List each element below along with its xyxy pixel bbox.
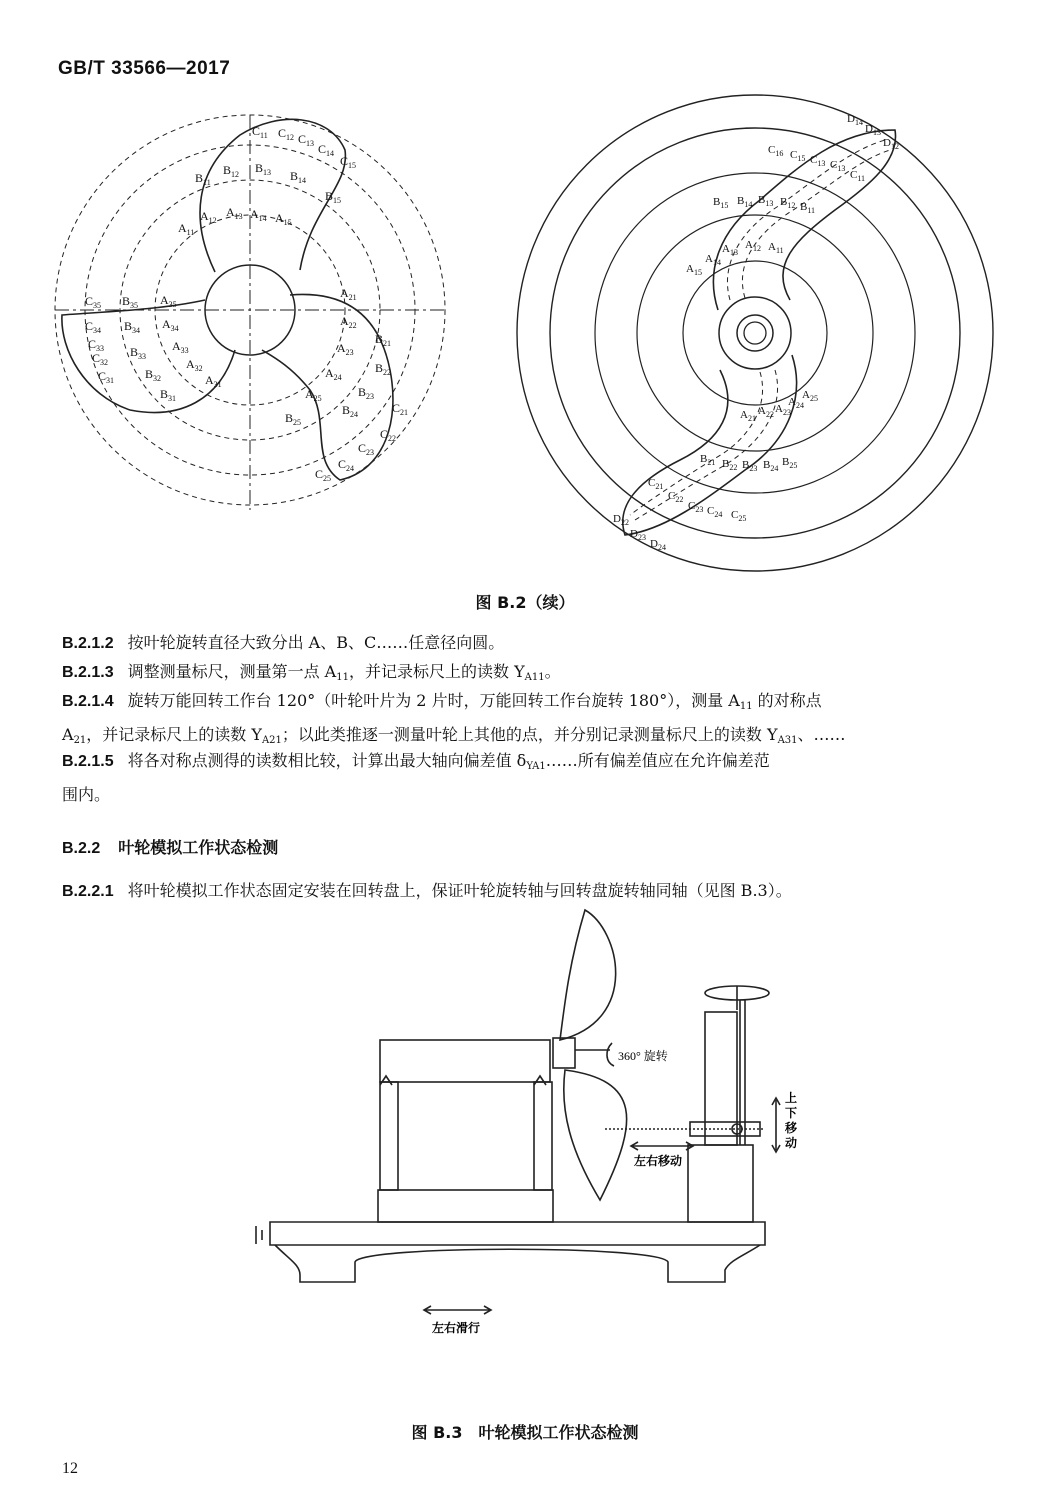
point-label-b33: $B_{33}$ — [130, 345, 147, 361]
point-label-b24: $B_{24}$ — [342, 403, 359, 419]
vertical-label-2: 下 — [785, 1106, 798, 1120]
clause-text: 将叶轮模拟工作状态固定安装在回转盘上，保证叶轮旋转轴与回转盘旋转轴同轴（见图 B.3）。 — [127, 881, 792, 900]
point-label-d22: $D_{22}$ — [613, 513, 629, 527]
right-propeller-drawing — [517, 95, 993, 571]
point-label-b14: $B_{14}$ — [290, 169, 307, 185]
paragraph-b2-1-4 — [62, 690, 992, 752]
point-label-c13: $C_{13}$ — [830, 159, 846, 173]
point-label-b34: $B_{34}$ — [124, 319, 141, 335]
point-label-c16: $C_{16}$ — [768, 144, 784, 158]
point-label-b15: $B_{15}$ — [325, 189, 342, 205]
point-label-a23: $A_{23}$ — [775, 403, 791, 417]
clause-text: A — [62, 725, 74, 744]
vertical-label-4: 动 — [785, 1136, 798, 1150]
point-label-a22: $A_{22}$ — [758, 405, 774, 419]
point-label-a25: $A_{25}$ — [305, 387, 322, 403]
point-label-c14: $C_{14}$ — [318, 142, 335, 158]
point-label-a22: $A_{22}$ — [340, 314, 357, 330]
vertical-label-3: 移 — [785, 1121, 798, 1135]
point-label-a15: $A_{15}$ — [275, 211, 292, 227]
clause-text: 旋转万能回转工作台 120°（叶轮叶片为 2 片时，万能回转工作台旋转 180°），测量 A — [127, 691, 740, 710]
figure-b3-caption: 图 B.3 叶轮模拟工作状态检测 — [411, 1423, 639, 1442]
point-label-b15: $B_{15}$ — [713, 196, 729, 210]
left-propeller-drawing — [55, 115, 445, 510]
subscript: A31 — [777, 735, 798, 746]
point-label-a21: $A_{21}$ — [340, 286, 357, 302]
point-label-c23: $C_{23}$ — [688, 500, 704, 514]
point-label-c13: $C_{13}$ — [298, 132, 315, 148]
clause-number: B.2.1.5 — [62, 753, 114, 770]
point-label-c13: $C_{13}$ — [810, 154, 826, 168]
subscript: 21 — [73, 735, 87, 746]
clause-text: 按叶轮旋转直径大致分出 A、B、C……任意径向圆。 — [127, 633, 505, 652]
point-label-d23: $D_{23}$ — [630, 528, 646, 542]
clause-text: ；以此类推逐一测量叶轮上其他的点，并分别记录测量标尺上的读数 Y — [281, 725, 778, 744]
point-label-c15: $C_{15}$ — [340, 154, 357, 170]
point-label-c34: $C_{34}$ — [85, 319, 102, 335]
clause-text: 围内。 — [62, 785, 111, 804]
point-label-a14: $A_{14}$ — [705, 253, 721, 267]
clause-text: 、…… — [797, 725, 846, 744]
subscript: A21 — [261, 735, 282, 746]
subscript: 11 — [336, 672, 349, 683]
point-label-c21: $C_{21}$ — [648, 477, 664, 491]
point-label-b13: $B_{13}$ — [255, 161, 272, 177]
figure-b3 — [0, 900, 1050, 1380]
point-label-b22: $B_{22}$ — [722, 458, 738, 472]
point-label-b21: $B_{21}$ — [700, 453, 716, 467]
point-label-a14: $A_{14}$ — [250, 207, 267, 223]
page-number: 12 — [62, 1460, 78, 1477]
slide-label: 左右滑行 — [432, 1321, 481, 1335]
vertical-label-1: 上 — [785, 1091, 798, 1105]
clause-text: ，并记录标尺上的读数 Y — [86, 725, 262, 744]
point-label-c25: $C_{25}$ — [731, 509, 747, 523]
clause-number: B.2.2.1 — [62, 883, 114, 900]
point-label-a24: $A_{24}$ — [788, 396, 804, 410]
point-label-a21: $A_{21}$ — [740, 409, 756, 423]
point-label-b12: $B_{12}$ — [223, 163, 240, 179]
clause-number: B.2.1.3 — [62, 664, 114, 681]
point-label-a23: $A_{23}$ — [337, 341, 354, 357]
point-label-a13: $A_{13}$ — [722, 243, 738, 257]
point-label-a11: $A_{11}$ — [768, 241, 784, 255]
horizontal-move-label: 左右移动 — [634, 1154, 683, 1168]
point-label-a12: $A_{12}$ — [745, 239, 761, 253]
point-label-d14: $D_{14}$ — [847, 113, 863, 127]
point-label-b22: $B_{22}$ — [375, 361, 392, 377]
test-rig-drawing — [256, 910, 780, 1314]
paragraph-b2-1-5 — [62, 750, 992, 806]
point-label-a33: $A_{33}$ — [172, 339, 189, 355]
rotate-label: 360° 旋转 — [618, 1049, 668, 1063]
clause-text: ……所有偏差值应在允许偏差范 — [545, 751, 770, 770]
point-label-b25: $B_{25}$ — [285, 411, 302, 427]
point-label-c25: $C_{25}$ — [315, 467, 332, 483]
clause-text: 将各对称点测得的读数相比较，计算出最大轴向偏差值 δ — [127, 751, 527, 770]
clause-text: ，并记录标尺上的读数 Y — [348, 662, 525, 681]
subscript: YA1 — [526, 761, 546, 772]
point-label-a11: $A_{11}$ — [178, 221, 195, 237]
point-label-b12: $B_{12}$ — [780, 196, 796, 210]
point-label-c35: $C_{35}$ — [85, 294, 102, 310]
point-label-a12: $A_{12}$ — [200, 209, 217, 225]
point-label-d13: $D_{13}$ — [865, 123, 881, 137]
point-label-b35: $B_{35}$ — [122, 294, 139, 310]
clause-text: 调整测量标尺，测量第一点 A — [127, 662, 337, 681]
paragraph-b2-1-2 — [62, 632, 992, 655]
point-label-b21: $B_{21}$ — [375, 332, 392, 348]
point-label-b11: $B_{11}$ — [195, 171, 211, 187]
point-label-a13: $A_{13}$ — [226, 205, 243, 221]
section-title: 叶轮模拟工作状态检测 — [118, 838, 279, 857]
left-propeller-labels — [85, 124, 408, 483]
point-label-c12: $C_{12}$ — [278, 126, 295, 142]
point-label-b25: $B_{25}$ — [782, 456, 798, 470]
point-label-b23: $B_{23}$ — [742, 459, 758, 473]
point-label-b32: $B_{32}$ — [145, 367, 162, 383]
figure-b2-caption: 图 B.2（续） — [475, 593, 575, 612]
point-label-c33: $C_{33}$ — [88, 337, 105, 353]
clause-text: 的对称点 — [752, 691, 822, 710]
point-label-b11: $B_{11}$ — [800, 201, 816, 215]
section-number: B.2.2 — [62, 840, 101, 857]
point-label-a34: $A_{34}$ — [162, 317, 179, 333]
clause-number: B.2.1.4 — [62, 693, 114, 710]
standard-header: GB/T 33566—2017 — [58, 58, 231, 79]
point-label-c11: $C_{11}$ — [850, 169, 866, 183]
figure-b2 — [0, 0, 1050, 600]
point-label-a35: $A_{35}$ — [160, 293, 177, 309]
clause-text: 。 — [544, 662, 561, 681]
point-label-c22: $C_{22}$ — [668, 490, 684, 504]
section-heading-b2-2 — [62, 835, 278, 858]
point-label-b23: $B_{23}$ — [358, 385, 375, 401]
point-label-a24: $A_{24}$ — [325, 366, 342, 382]
subscript: 11 — [739, 701, 753, 712]
point-label-c11: $C_{11}$ — [252, 124, 268, 140]
paragraph-b2-1-3 — [62, 661, 992, 689]
point-label-c15: $C_{15}$ — [790, 149, 806, 163]
point-label-a25: $A_{25}$ — [802, 389, 818, 403]
point-label-c24: $C_{24}$ — [338, 457, 355, 473]
point-label-a32: $A_{32}$ — [186, 357, 203, 373]
subscript: A11 — [524, 672, 545, 683]
point-label-b31: $B_{31}$ — [160, 387, 177, 403]
point-label-c23: $C_{23}$ — [358, 441, 375, 457]
right-propeller-labels — [613, 113, 899, 552]
clause-number: B.2.1.2 — [62, 635, 114, 652]
point-label-d12: $D_{12}$ — [883, 137, 899, 151]
point-label-d24: $D_{24}$ — [650, 538, 666, 552]
point-label-a15: $A_{15}$ — [686, 263, 702, 277]
point-label-a31: $A_{31}$ — [205, 373, 222, 389]
point-label-c21: $C_{21}$ — [392, 401, 409, 417]
point-label-c32: $C_{32}$ — [92, 351, 109, 367]
point-label-b24: $B_{24}$ — [763, 459, 779, 473]
point-label-c31: $C_{31}$ — [98, 369, 115, 385]
point-label-b14: $B_{14}$ — [737, 195, 753, 209]
point-label-c24: $C_{24}$ — [707, 505, 723, 519]
point-label-c22: $C_{22}$ — [380, 427, 397, 443]
point-label-b13: $B_{13}$ — [758, 194, 774, 208]
